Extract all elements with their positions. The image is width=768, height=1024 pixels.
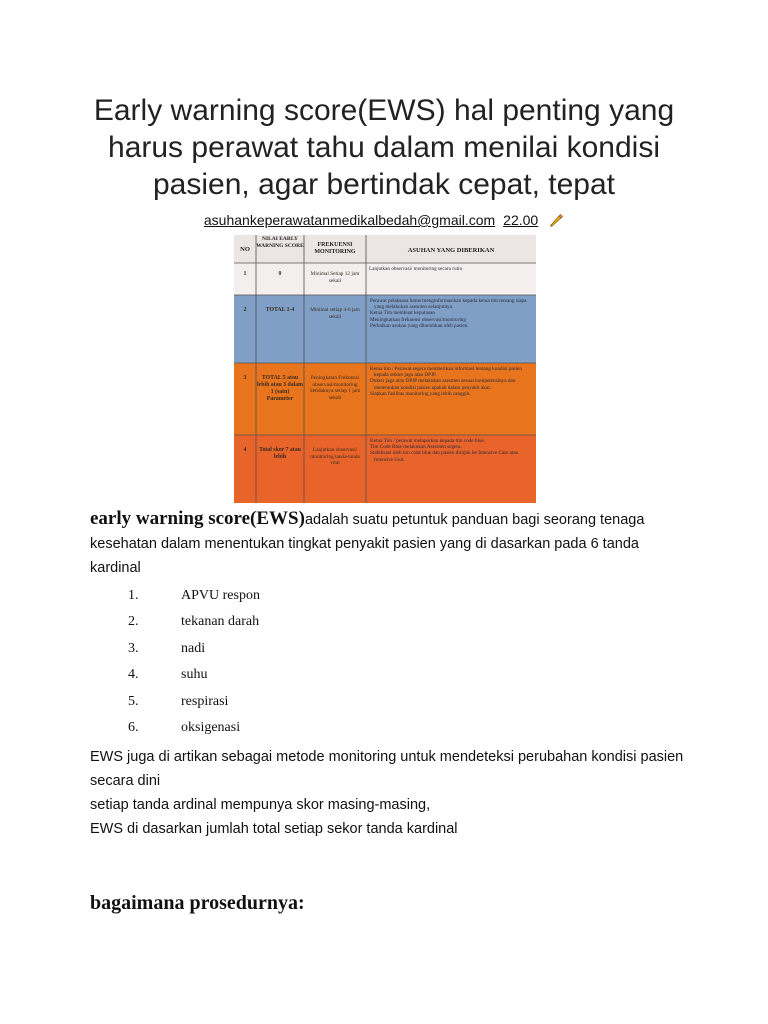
care-item: Perbaikan asuhan yang dibutuhkan oleh pasien. — [370, 322, 469, 329]
row-4-score: Total skor 7 atau lebih — [259, 447, 301, 460]
intro-paragraph — [90, 507, 690, 580]
post-time-link[interactable]: 22.00 — [503, 212, 539, 228]
row-3-freq: Peningkatan Frekuensi observasi/monitoring Setidaknya setiap 1 jam sekali — [309, 375, 361, 401]
list-item-text: oksigenasi — [181, 719, 241, 735]
list-item — [90, 716, 490, 742]
care-item: Tim Code Blue melakukan Asesmen segera. — [370, 444, 462, 451]
intro-text: adalah suatu petuntuk panduan bagi seorang tenaga kesehatan dalam menentukan tingkat penyakit pasien yang di dasarkan pada 6 tanda kardinal — [90, 512, 645, 576]
list-item-number: 4. — [128, 667, 139, 683]
row-2-care — [369, 298, 533, 329]
care-item: Dokter jaga atau DPJP melakukan asesmen sesuai kompetensinya dan menentukan kondisi pasien apakah dalam penyakit akut. — [370, 378, 516, 391]
row-4-care — [369, 438, 533, 463]
care-item: Perawat pelaksana harus menginformasikan kepada ketua tim tentang siapa yang melakukan asesmen selanjutnya. — [370, 298, 527, 311]
author-email-link[interactable]: asuhankeperawatanmedikalbedah@gmail.com — [203, 212, 496, 228]
care-item: Ketua Tim membuat keputusan — [370, 310, 435, 317]
row-1-score: 0 — [278, 271, 282, 277]
procedure-heading: bagaimana prosedurnya: — [90, 892, 305, 914]
list-item-text: suhu — [181, 667, 208, 683]
row-1-freq: Minimal Setiap 12 jam sekali — [310, 271, 360, 284]
list-item-number: 2. — [128, 614, 139, 630]
list-item-number: 3. — [128, 640, 139, 656]
pencil-icon[interactable] — [548, 212, 564, 231]
care-item: Ketua Tim / perawat melaporkan kepada tim code blue. — [370, 438, 486, 444]
list-item — [90, 690, 490, 716]
post-title: Early warning score(EWS) hal penting yang harus perawat tahu dalam menilai kondisi pasien, agar bertindak cepat, tepat — [93, 94, 675, 201]
row-2-freq: Minimal setiap 4-6 jam sekali — [310, 307, 360, 320]
list-item-text: tekanan darah — [181, 614, 260, 630]
definition-text: EWS juga di artikan sebagai metode monitoring untuk mendeteksi perubahan kondisi pasien secara dini — [90, 749, 684, 789]
cardinal-signs-list — [90, 584, 490, 742]
list-item-text: APVU respon — [181, 588, 260, 603]
list-item-text: nadi — [181, 640, 206, 656]
row-4-freq: Lanjutkan observasi/ monitoring tanda-tanda vital — [310, 447, 360, 466]
list-item-number: 1. — [128, 588, 139, 603]
care-item: Stabilisasi oleh tim code blue dan pasien dirujuk ke Intensive Care atau Intensive Unit. — [370, 450, 519, 463]
row-3-care — [369, 366, 533, 397]
list-item — [90, 584, 490, 610]
row-3-no: 3 — [243, 375, 247, 381]
table-rows — [235, 266, 533, 502]
list-item-number: 6. — [128, 719, 139, 735]
post-byline — [0, 212, 768, 231]
list-item — [90, 663, 490, 689]
row-2-no: 2 — [243, 307, 247, 313]
list-item-text: respirasi — [181, 693, 229, 709]
row-2-score: TOTAL 1-4 — [265, 307, 295, 313]
care-item: Lanjutkan observasi/ monitoring secara rutin — [369, 266, 463, 272]
definition-paragraph — [90, 745, 690, 841]
ews-table-photo — [234, 235, 536, 503]
list-item — [90, 610, 490, 636]
header-care: ASUHAN YANG DIBERIKAN — [407, 247, 495, 254]
header-no: NO — [240, 246, 250, 253]
row-3-score: TOTAL 5 atau lebih atau 3 dalam 1 (satu) Parameter — [257, 375, 303, 402]
row-1-no: 1 — [243, 271, 247, 277]
header-frequency: FREKUENSI MONITORING — [314, 242, 356, 255]
ews-table-svg — [234, 235, 536, 503]
row-1-care — [369, 266, 533, 272]
intro-lead-term: early warning score(EWS) — [90, 508, 305, 529]
care-item: Ketua tim / Perawat segera memberikan informasi tentang kondisi pasien kepada dokter jaga atau DPJP. — [370, 366, 522, 379]
header-score: NILAI EARLY WARNING SCORE — [256, 236, 304, 249]
list-item — [90, 637, 490, 663]
total-text: EWS di dasarkan jumlah total setiap sekor tanda kardinal — [90, 821, 458, 837]
row-4-no: 4 — [243, 447, 247, 453]
score-text: setiap tanda ardinal mempunya skor masing-masing, — [90, 797, 431, 813]
care-item: Meningkatkan frekuensi observasi/monitoring — [370, 316, 466, 323]
list-item-number: 5. — [128, 693, 139, 709]
care-item: Siapkan fasilitas monitoring yang lebih canggih. — [370, 390, 471, 397]
